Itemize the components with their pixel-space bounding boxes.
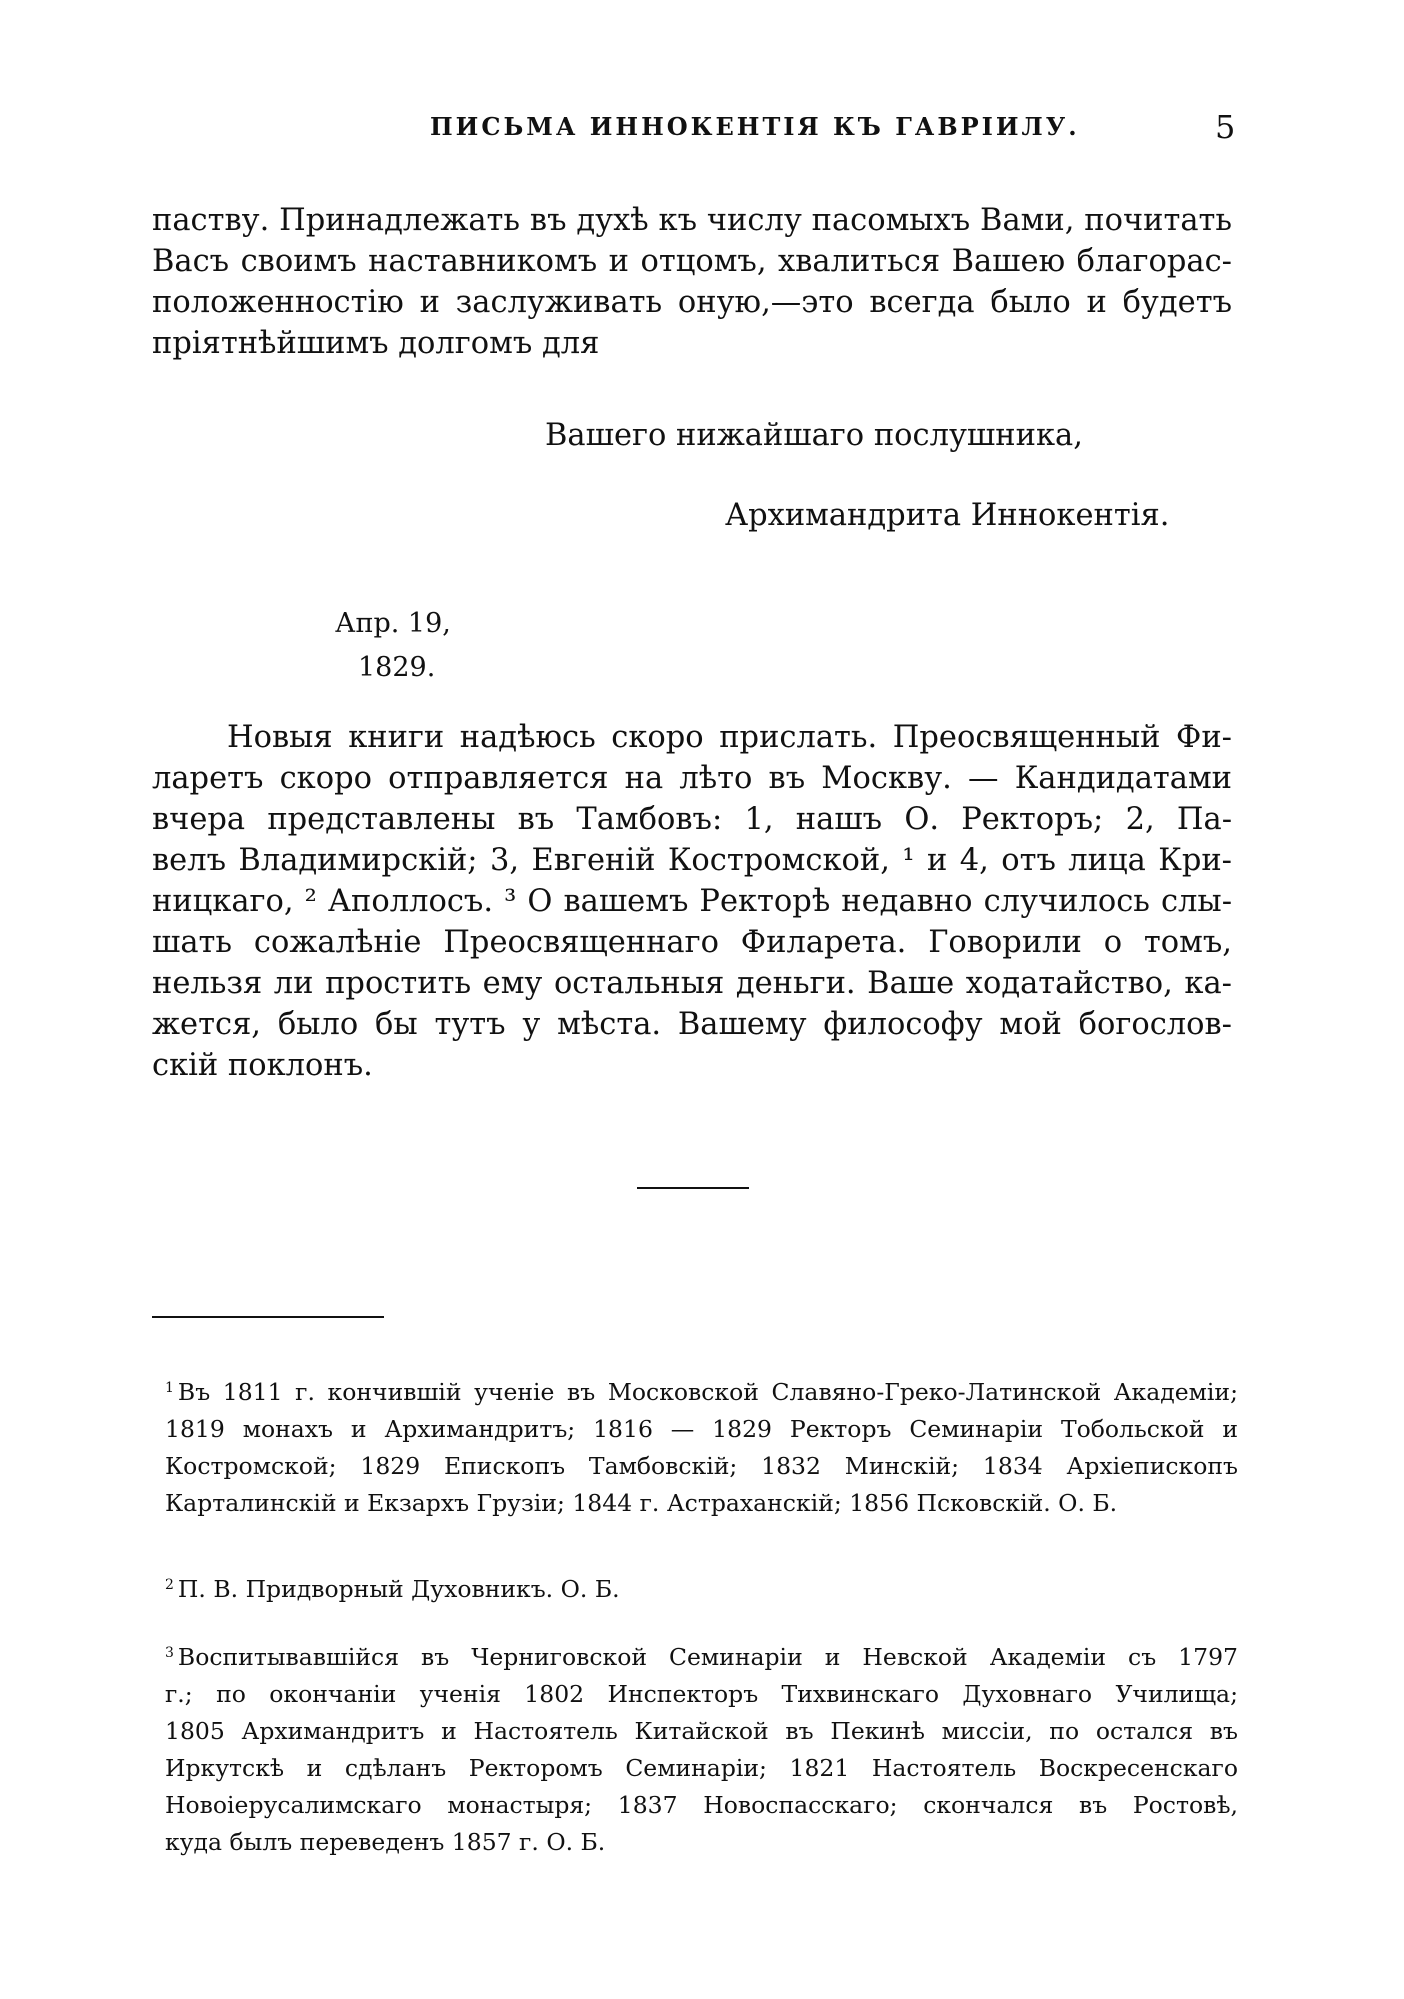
text-line: положенностію и заслуживать оную,—это всегда было и будетъ <box>152 285 1232 320</box>
footnote-line: Карталинскій и Екзархъ Грузіи; 1844 г. Астраханскій; 1856 Псковскій. О. Б. <box>165 1489 1118 1517</box>
footnote-line: куда былъ переведенъ 1857 г. О. Б. <box>165 1828 606 1856</box>
footnote-3 <box>165 1635 1238 1861</box>
complimentary-close: Вашего нижайшаго послушника, <box>545 418 1083 453</box>
text-line: Новыя книги надѣюсь скоро прислать. Преосвященный Фи- <box>227 720 1232 755</box>
footnote-line: Иркутскѣ и сдѣланъ Ректоромъ Семинаріи; 1821 Настоятель Воскресенскаго <box>165 1754 1238 1782</box>
letter-closing-paragraph <box>152 200 1232 364</box>
date-month-day: Апр. 19, <box>335 608 451 639</box>
footnote-mark: 2 <box>165 1577 174 1593</box>
date-year: 1829. <box>358 652 436 683</box>
footnote-line <box>165 1370 1238 1411</box>
footnote-mark: 1 <box>165 1380 174 1396</box>
text-line: вчера представлены въ Тамбовъ: 1, нашъ О. Ректоръ; 2, Па- <box>152 802 1232 837</box>
footnote-line: 1819 монахъ и Архимандритъ; 1816 — 1829 Ректоръ Семинаріи Тобольской и <box>165 1415 1238 1443</box>
signature: Архимандрита Иннокентія. <box>725 498 1170 533</box>
footnote-line: г.; по окончаніи ученія 1802 Инспекторъ Тихвинскаго Духовнаго Училища; <box>165 1680 1238 1708</box>
footnote-mark: 3 <box>165 1645 174 1661</box>
text-line: паству. Принадлежать въ духѣ къ числу пасомыхъ Вами, почитать <box>152 203 1232 238</box>
text-line: Васъ своимъ наставникомъ и отцомъ, хвалиться Вашею благорас- <box>152 244 1232 279</box>
text-line: велъ Владимирскій; 3, Евгеній Костромской, ¹ и 4, отъ лица Кри- <box>152 843 1232 878</box>
footnote-1 <box>165 1370 1238 1522</box>
footnote-2 <box>165 1567 1238 1608</box>
section-divider <box>637 1187 749 1189</box>
page-number: 5 <box>1215 108 1236 146</box>
text-line: скій поклонъ. <box>152 1048 373 1083</box>
text-line: шать сожалѣніе Преосвященнаго Филарета. Говорили о томъ, <box>152 925 1232 960</box>
footnote-rule <box>152 1316 384 1318</box>
footnote-line <box>165 1567 1238 1608</box>
postscript-paragraph <box>152 717 1232 1086</box>
text-line: ларетъ скоро отправляется на лѣто въ Москву. — Кандидатами <box>152 761 1232 796</box>
footnote-line: Новоіерусалимскаго монастыря; 1837 Новоспасскаго; скончался въ Ростовѣ, <box>165 1791 1238 1819</box>
text-line: пріятнѣйшимъ долгомъ для <box>152 326 600 361</box>
footnote-text: Въ 1811 г. кончившій ученіе въ Московской Славяно-Греко-Латинской Академіи; <box>177 1378 1238 1406</box>
footnote-line <box>165 1635 1238 1676</box>
text-line: ницкаго, ² Аполлосъ. ³ О вашемъ Ректорѣ недавно случилось слы- <box>152 884 1232 919</box>
text-line: жется, было бы тутъ у мѣста. Вашему философу мой богослов- <box>152 1007 1232 1042</box>
footnote-text: П. В. Придворный Духовникъ. О. Б. <box>177 1575 620 1603</box>
text-line: нельзя ли простить ему остальныя деньги. Ваше ходатайство, ка- <box>152 966 1232 1001</box>
running-title: ПИСЬМА ИННОКЕНТІЯ КЪ ГАВРІИЛУ. <box>430 112 1080 141</box>
footnote-text: Воспитывавшійся въ Черниговской Семинаріи и Невской Академіи съ 1797 <box>177 1643 1238 1671</box>
footnote-line: 1805 Архимандритъ и Настоятель Китайской въ Пекинѣ миссіи, по остался въ <box>165 1717 1238 1745</box>
footnote-line: Костромской; 1829 Епископъ Тамбовскій; 1832 Минскій; 1834 Архіепископъ <box>165 1452 1238 1480</box>
